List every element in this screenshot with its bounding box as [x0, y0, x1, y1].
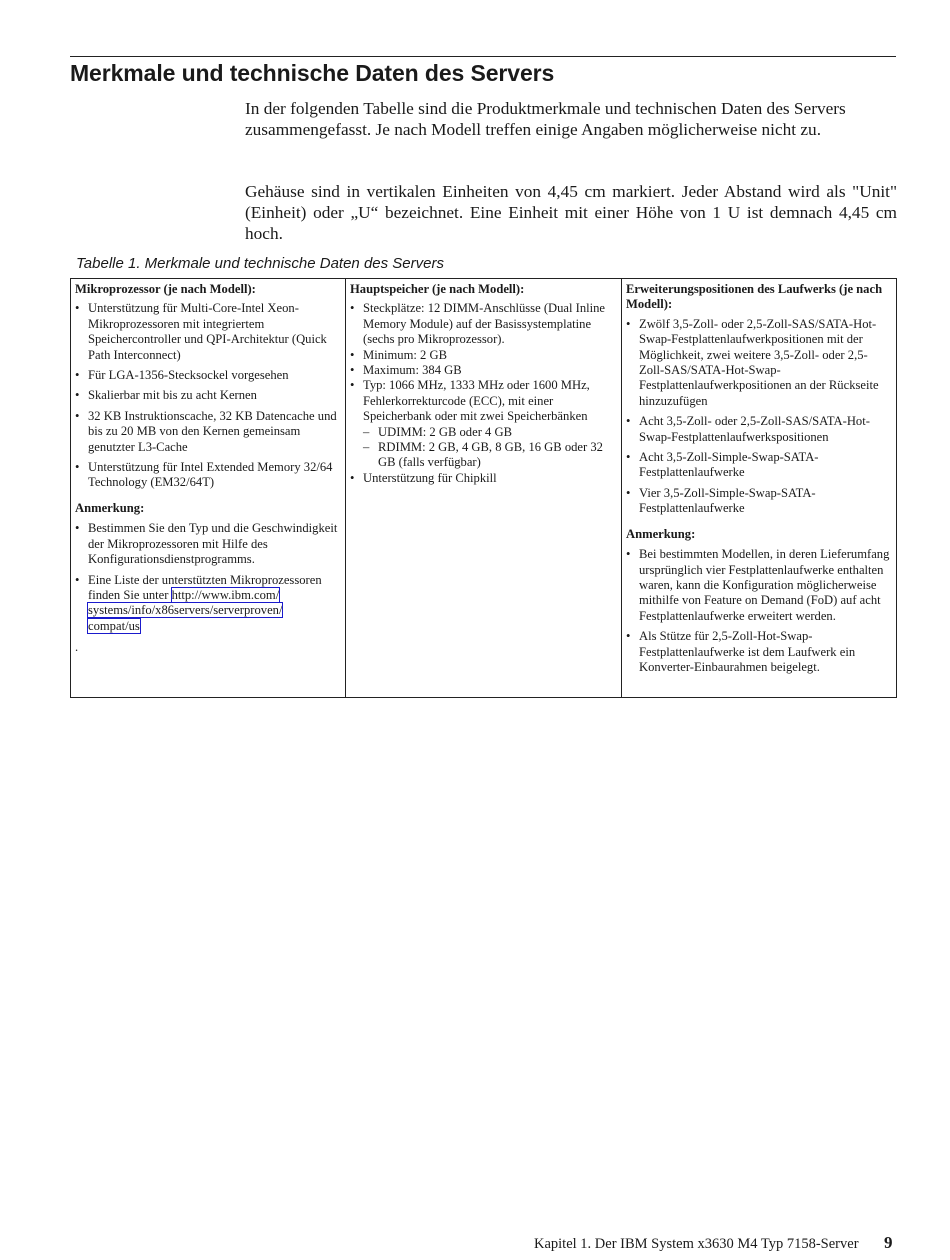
column-heading: Hauptspeicher (je nach Modell):: [350, 282, 525, 296]
list-item: • Skalierbar mit bis zu acht Kernen: [75, 388, 339, 403]
column-heading: Erweiterungspositionen des Laufwerks (je nach Modell):: [626, 282, 883, 312]
list-item: • Vier 3,5-Zoll-Simple-Swap-SATA-Festplattenlaufwerke: [626, 486, 890, 517]
list-item: • Maximum: 384 GB: [350, 363, 615, 378]
list-item: • Minimum: 2 GB: [350, 348, 615, 363]
column-heading: Mikroprozessor (je nach Modell):: [75, 282, 256, 296]
sub-list-item: – UDIMM: 2 GB oder 4 GB: [363, 425, 615, 440]
note-label: Anmerkung:: [626, 526, 696, 541]
footer-chapter-title: Kapitel 1. Der IBM System x3630 M4 Typ 7158-Server: [534, 1236, 859, 1252]
features-table: [70, 278, 897, 698]
memory-cell: [346, 279, 622, 698]
list-item: • 32 KB Instruktionscache, 32 KB Datencache und bis zu 20 MB von den Kernen gemeinsam genutzter L3-Cache: [75, 409, 339, 455]
list-item: • Steckplätze: 12 DIMM-Anschlüsse (Dual Inline Memory Module) auf der Basissystemplatine (sechs pro Mikroprozessor).: [350, 301, 615, 347]
list-item-text: Typ: 1066 MHz, 1333 MHz oder 1600 MHz, Fehlerkorrekturcode (ECC), mit einer Speicherbank oder mit zwei Speicherbänken: [363, 378, 590, 424]
note-item: • Bestimmen Sie den Typ und die Geschwindigkeit der Mikroprozessoren mit Hilfe des Konfigurationsdienstprogramms.: [75, 521, 339, 567]
top-rule: [70, 56, 896, 57]
microprocessor-cell: [71, 279, 346, 698]
table-caption: Tabelle 1. Merkmale und technische Daten des Servers: [76, 255, 444, 272]
serverproven-link[interactable]: http://www.ibm.com/: [171, 587, 280, 602]
drive-bays-cell: [622, 279, 897, 698]
link-prefix: Eine Liste der unterstützten Mikroprozessoren finden Sie unter: [88, 572, 322, 602]
list-item: • Unterstützung für Intel Extended Memory 32/64 Technology (EM32/64T): [75, 460, 339, 491]
table-row: [71, 279, 897, 698]
list-item: • Unterstützung für Multi-Core-Intel Xeon-Mikroprozessoren mit integriertem Speichercontroller und QPI-Architektur (Quick Path Interconnect): [75, 301, 339, 363]
note-label: Anmerkung:: [75, 500, 145, 515]
note-item: • Als Stütze für 2,5-Zoll-Hot-Swap-Festplattenlaufwerke ist dem Laufwerk ein Konverter-Einbaurahmen beigelegt.: [626, 629, 890, 675]
serverproven-link[interactable]: systems/info/x86servers/serverproven/: [88, 603, 283, 618]
list-item: • Zwölf 3,5-Zoll- oder 2,5-Zoll-SAS/SATA-Hot-Swap-Festplattenlaufwerkpositionen mit der Möglichkeit, zwei weitere 3,5-Zoll- oder 2,5-Zoll-SAS/SATA-Hot-Swap-Festplattenlaufwerkpositionen an der Rückseite hinzuzufügen: [626, 317, 890, 409]
trailing-period: .: [75, 640, 79, 655]
list-item: • Unterstützung für Chipkill: [350, 471, 615, 486]
list-item: • Für LGA-1356-Stecksockel vorgesehen: [75, 368, 339, 383]
intro-paragraph-1: In der folgenden Tabelle sind die Produktmerkmale und technischen Daten des Servers zusammengefasst. Je nach Modell treffen einige Angaben möglicherweise nicht zu.: [245, 99, 846, 139]
sub-list-item: – RDIMM: 2 GB, 4 GB, 8 GB, 16 GB oder 32 GB (falls verfügbar): [363, 440, 615, 471]
serverproven-link[interactable]: compat/us: [88, 618, 140, 633]
list-item: [350, 378, 615, 470]
list-item: • Acht 3,5-Zoll-Simple-Swap-SATA-Festplattenlaufwerke: [626, 450, 890, 481]
page-number: 9: [884, 1233, 893, 1252]
note-item: [75, 573, 339, 635]
list-item: • Acht 3,5-Zoll- oder 2,5-Zoll-SAS/SATA-Hot-Swap-Festplattenlaufwerkspositionen: [626, 414, 890, 445]
page-title: Merkmale und technische Daten des Servers: [70, 60, 555, 86]
intro-paragraph-2: Gehäuse sind in vertikalen Einheiten von 4,45 cm markiert. Jeder Abstand wird als "Unit" (Einheit) oder „U“ bezeichnet. Eine Einheit mit einer Höhe von 1 U ist demnach 4,45 cm hoch.: [245, 182, 897, 243]
note-item: • Bei bestimmten Modellen, in deren Lieferumfang ursprünglich vier Festplattenlaufwerke enthalten waren, kann die Konfiguration möglicherweise mithilfe von Feature on Demand (FoD) auf acht Festplattenlaufwerke erweitert werden.: [626, 547, 890, 624]
